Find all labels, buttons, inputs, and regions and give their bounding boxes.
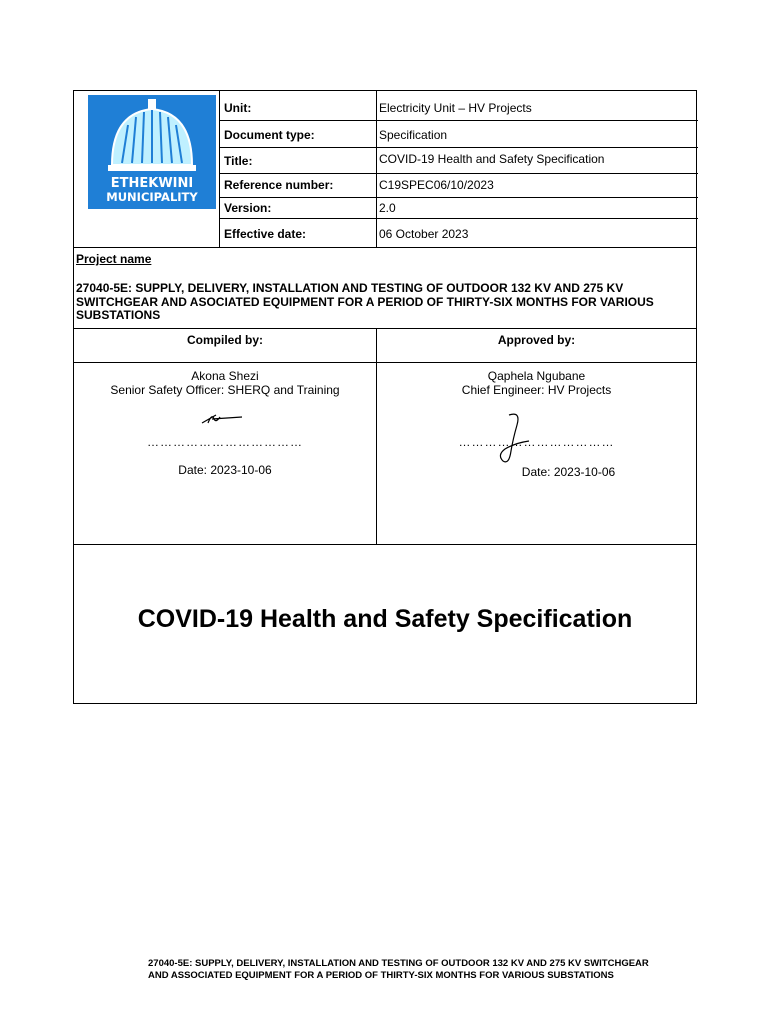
compiled-name: Akona Shezi: [191, 369, 259, 383]
meta-value: 2.0: [379, 201, 396, 215]
compiled-role: Senior Safety Officer: SHERQ and Training: [110, 383, 340, 397]
cover-table: [73, 90, 697, 704]
meta-label: Unit:: [224, 101, 252, 115]
meta-label: Version:: [224, 201, 272, 215]
compiled-block: [74, 363, 376, 545]
meta-label: Title:: [224, 154, 253, 168]
approved-block: [377, 363, 696, 545]
meta-label: Document type:: [224, 128, 315, 142]
logo-line1: ETHEKWINI: [110, 176, 194, 191]
meta-row-reference-number: [220, 174, 698, 198]
meta-row-document-type: [220, 121, 698, 148]
meta-row-version: [220, 198, 698, 219]
meta-value: Specification: [379, 128, 448, 142]
page-footer: [148, 958, 708, 982]
meta-row-effective-date: [220, 219, 698, 247]
footer-line-2: AND ASSOCIATED EQUIPMENT FOR A PERIOD OF THIRTY-SIX MONTHS FOR VARIOUS SUBSTATIONS: [148, 970, 614, 981]
meta-row-title: [220, 148, 698, 174]
compiled-date: Date: 2023-10-06: [178, 463, 272, 477]
meta-label: Effective date:: [224, 227, 307, 241]
meta-value: C19SPEC06/10/2023: [379, 178, 494, 192]
meta-value: COVID-19 Health and Safety Specification: [379, 152, 605, 166]
logo-line2: MUNICIPALITY: [106, 190, 198, 204]
compiled-heading: Compiled by:: [74, 329, 376, 363]
logo-cell: [74, 91, 220, 247]
meta-value: 06 October 2023: [379, 227, 469, 241]
approved-date: Date: 2023-10-06: [521, 465, 616, 479]
approved-role: Chief Engineer: HV Projects: [461, 383, 612, 397]
project-label: Project name: [76, 252, 152, 266]
approved-name: Qaphela Ngubane: [487, 369, 586, 383]
meta-row-unit: [220, 91, 698, 121]
project-name: 27040-5E: SUPPLY, DELIVERY, INSTALLATION AND TESTING OF OUTDOOR 132 KV AND 275 KV SWITCHGEAR AND ASOCIATED EQUIPMENT FOR A PERIOD OF THIRTY-SIX MONTHS FOR VARIOUS SUBSTATIONS: [76, 281, 654, 322]
compiled-signature: [198, 409, 248, 429]
approved-signature-line: ………………………………: [458, 435, 615, 449]
document-title: COVID-19 Health and Safety Specification: [137, 605, 633, 633]
meta-value: Electricity Unit – HV Projects: [379, 101, 532, 115]
ethekwini-municipality-logo: [88, 95, 216, 209]
footer-line-1: 27040-5E: SUPPLY, DELIVERY, INSTALLATION AND TESTING OF OUTDOOR 132 KV AND 275 KV SWITCHGEAR: [148, 958, 649, 969]
compiled-signature-line: ………………………………: [147, 435, 303, 449]
meta-label: Reference number:: [224, 178, 334, 192]
approved-heading: Approved by:: [377, 329, 696, 363]
project-section: [74, 247, 696, 329]
